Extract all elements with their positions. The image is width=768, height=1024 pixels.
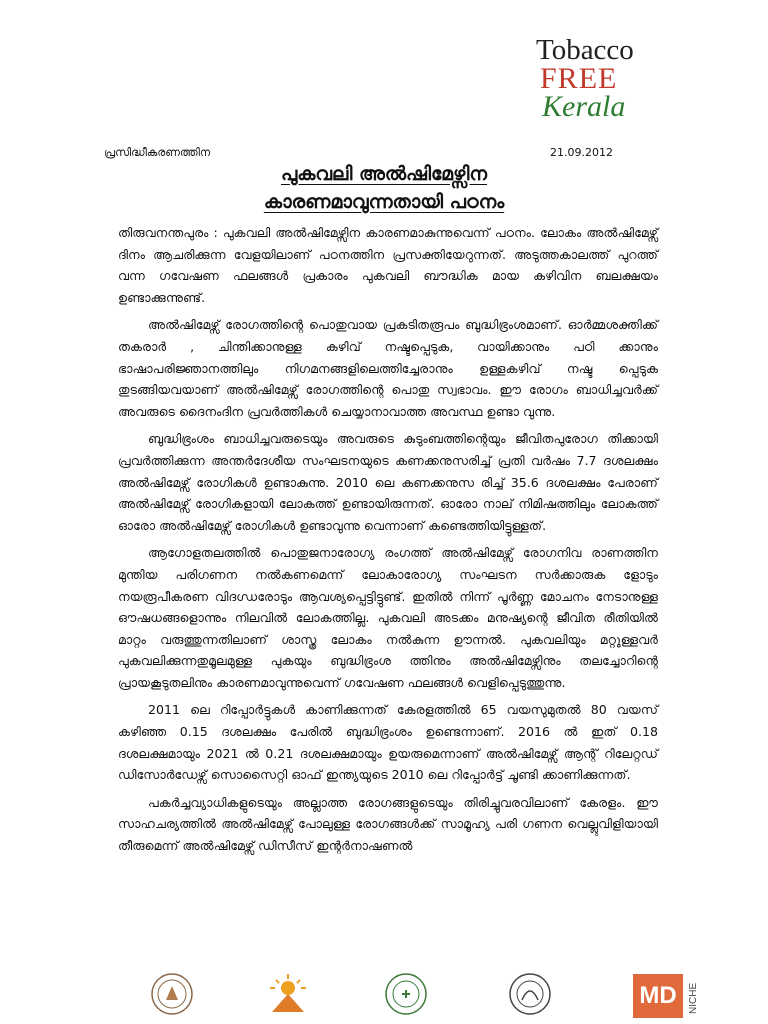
sun-emblem-icon bbox=[266, 972, 310, 1016]
paragraph-5: 2011 ലെ റിപ്പോർട്ടുകൾ കാണിക്കുന്നത് കേരളത്തിൽ 65 വയസുമുതൽ 80 വയസ് കഴിഞ്ഞ 0.15 ദശലക്ഷം പേരിൽ ബുദ്ധിഭ്രംശം ഉണ്ടെന്നാണ്. 2016 ൽ ഇത് 0.18 ദശലക്ഷമായും 2021 ൽ 0.21 ദശലക്ഷമായും ഉയരുമെന്നാണ് അൽഷിമേഴ്സ് ആന്റ് റിലേറ്റഡ് ഡിസോർഡേഴ്സ് സൊസൈറ്റി ഓഫ് ഇന്ത്യയുടെ 2010 ലെ റിപ്പോർട്ട് ചൂണ്ടി ക്കാണിക്കുന്നത്. bbox=[118, 702, 658, 783]
svg-text:NICHE: NICHE bbox=[688, 982, 699, 1014]
press-release-date: 21.09.2012 bbox=[550, 146, 613, 159]
paragraph-4: ആഗോളതലത്തിൽ പൊതുജനാരോഗ്യ രംഗത്ത് അൽഷിമേഴ്സ് രോഗനിവ രാണത്തിന മുന്തിയ പരിഗണന നൽകണമെന്ന് ലോകാരോഗ്യ സംഘടന സർക്കാരുക ളോടും നയരൂപീകരണ വിദഗ്ധരോടും ആവശ്യപ്പെട്ടിട്ടുണ്ട്. ഇതിൽ നിന്ന് പൂർണ്ണ മോചനം നേടാനുള്ള ഔഷധങ്ങളൊന്നും നിലവിൽ ലോകത്തില്ല. പുകവലി അടക്കം മനുഷ്യന്റെ ജീവിത രീതിയിൽ മാറ്റം വരുത്തുന്നതിലാണ് ശാസ്ത്ര ലോകം നൽകുന്ന ഊന്നൽ. പുകവലിയും മറ്റുള്ളവർ പുകവലിക്കുന്നതുമൂലമുള്ള പുകയും ബുദ്ധിഭ്രംശ ത്തിനും അൽഷിമേഴ്സിനും തലച്ചോറിന്റെ പ്രായകൂടുതലിനും കാരണമാവുന്നുവെന്ന് ഗവേഷണ ഫലങ്ങൾ വെളിപ്പെടുത്തുന്നു. bbox=[118, 545, 658, 690]
logo-tobacco-text: Tobacco bbox=[536, 34, 634, 66]
partner-logos-footer bbox=[0, 966, 768, 1024]
paragraph-2: അൽഷിമേഴ്സ് രോഗത്തിന്റെ പൊതുവായ പ്രകടിതരൂപം ബുദ്ധിഭ്രംശമാണ്. ഓർമ്മശക്തിക്ക് തകരാർ , ചിന്തിക്കാനുള്ള കഴിവ് നഷ്ടപ്പെടുക, വായിക്കാനും പഠി ക്കാനും ഭാഷാപരിജ്ഞാനത്തിലും നിഗമനങ്ങളിലെത്തിച്ചേരാനും ഉള്ളകഴിവ് നഷ്ട പ്പെടുക തുടങ്ങിയവയാണ് അൽഷിമേഴ്സ് രോഗത്തിന്റെ പൊതു സ്വഭാവം. ഈ രോഗം ബാധിച്ചവർക്ക് അവരുടെ ദൈനംദിന പ്രവർത്തികൾ ചെയ്യാനാവാത്ത അവസ്ഥ ഉണ്ടാ വുന്നു. bbox=[118, 317, 658, 419]
md-niche-logo: MD bbox=[633, 974, 683, 1018]
tobacco-free-kerala-logo bbox=[520, 30, 670, 130]
headline-line-2: കാരണമാവുന്നതായി പഠനം bbox=[263, 191, 505, 213]
paragraph-1: തിരുവനന്തപുരം : പുകവലി അൽഷിമേഴ്സിന കാരണമാകുന്നുവെന്ന് പഠനം. ലോകം അൽഷിമേഴ്സ് ദിനം ആചരിക്കുന്ന വേളയിലാണ് പഠനത്തിന പ്രസക്തിയേറുന്നത്. അടുത്തകാലത്ത് പുറത്ത് വന്ന ഗവേഷണ ഫലങ്ങൾ പ്രകാരം പുകവലി ബൗദ്ധിക മായ കഴിവിന ബലക്ഷയം ഉണ്ടാക്കുന്നുണ്ട്. bbox=[118, 225, 658, 305]
logo-free-text: FREE bbox=[540, 62, 618, 95]
cancer-centre-seal-icon bbox=[150, 972, 194, 1016]
niche-logo-text bbox=[686, 974, 700, 1018]
voluntary-health-services-seal-icon bbox=[384, 972, 428, 1016]
headline-line-1: പുകവലി അൽഷിമേഴ്സിന bbox=[280, 163, 488, 185]
article-body bbox=[118, 222, 658, 863]
for-publication-label: പ്രസിദ്ധീകരണത്തിന bbox=[104, 146, 211, 159]
paragraph-6: പകർച്ചവ്യാധികളുടെയും അല്ലാത്ത രോഗങ്ങളുടെയും തിരിച്ചുവരവിലാണ് കേരളം. ഈ സാഹചര്യത്തിൽ അൽഷിമേഴ്സ് പോലുള്ള രോഗങ്ങൾക്ക് സാമൂഹ്യ പരി ഗണന വെല്ലുവിളിയായി തീരുമെന്ന് അൽഷിമേഴ്സ് ഡിസീസ് ഇന്റർനാഷണൽ bbox=[118, 794, 658, 854]
malabar-cancer-centre-seal-icon bbox=[508, 972, 552, 1016]
logo-kerala-text: Kerala bbox=[542, 90, 626, 123]
paragraph-3: ബുദ്ധിഭ്രംശം ബാധിച്ചവരുടെയും അവരുടെ കുടുംബത്തിന്റെയും ജീവിതപുരോഗ തിക്കായി പ്രവർത്തിക്കുന്ന അന്തർദേശീയ സംഘടനയുടെ കണക്കനുസരിച്ച് പ്രതി വർഷം 7.7 ദശലക്ഷം അൽഷിമേഴ്സ് രോഗികൾ ഉണ്ടാകുന്നു. 2010 ലെ കണക്കനുസ രിച്ച് 35.6 ദശലക്ഷം പേരാണ് അൽഷിമേഴ്സ് രോഗികളായി ലോകത്ത് ഉണ്ടായിരുന്നത്. ഓരോ നാല് നിമിഷത്തിലും ലോകത്ത് ഓരോ അൽഷിമേഴ്സ് രോഗികൾ ഉണ്ടാവുന്നു വെന്നാണ് കണ്ടെത്തിയിട്ടുള്ളത്. bbox=[118, 431, 658, 533]
